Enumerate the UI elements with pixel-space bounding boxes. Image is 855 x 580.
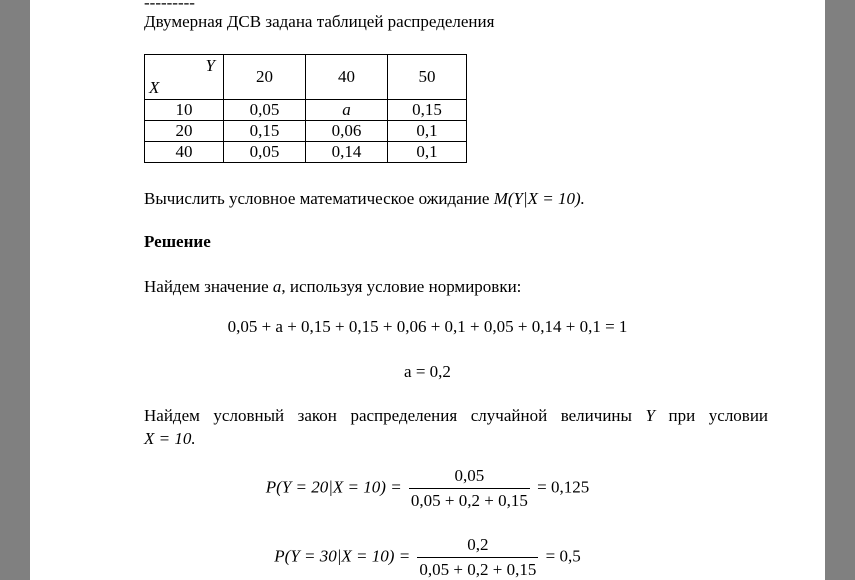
- probability-1: [30, 466, 825, 511]
- prob1-numerator: 0,05: [454, 466, 485, 485]
- table-header-row: [145, 55, 467, 100]
- table-row: [145, 100, 467, 121]
- prob1-lhs: P(Y = 20|X = 10) =: [265, 477, 402, 497]
- table-cell: 0,05: [224, 142, 306, 163]
- step2-line1: [144, 406, 768, 426]
- table-header-cell: 40: [306, 55, 388, 100]
- intro-text: Двумерная ДСВ задана таблицей распределения: [144, 12, 495, 31]
- table-corner-cell: [145, 55, 224, 100]
- table-header-cell: 20: [224, 55, 306, 100]
- step2-pre: Найдем условный закон распределения случайной величины: [144, 406, 632, 425]
- table-cell: 0,05: [224, 100, 306, 121]
- table-row: [145, 142, 467, 163]
- step1-line: [144, 277, 521, 297]
- step1-pre: Найдем значение: [144, 277, 269, 296]
- step1-post: , используя условие нормировки:: [281, 277, 522, 296]
- row-label: 20: [145, 121, 224, 142]
- prob2-rhs: = 0,5: [545, 546, 581, 566]
- task-line: [144, 189, 585, 209]
- table-cell: 0,1: [388, 142, 467, 163]
- x-axis-label: X: [149, 78, 160, 97]
- prob1-fraction: [409, 466, 530, 511]
- step2-post: при условии: [668, 406, 769, 425]
- prob2-fraction: [417, 535, 538, 580]
- a-value-equation: a = 0,2: [404, 362, 451, 381]
- table-cell: 0,15: [388, 100, 467, 121]
- table-cell: 0,06: [306, 121, 388, 142]
- document-page: [30, 0, 825, 580]
- row-label: 40: [145, 142, 224, 163]
- table-row: [145, 121, 467, 142]
- distribution-table: [144, 54, 467, 163]
- step1-var: a: [272, 277, 282, 296]
- task-text: Вычислить условное математическое ожидание: [144, 189, 490, 208]
- table-cell: 0,14: [306, 142, 388, 163]
- row-label: 10: [145, 100, 224, 121]
- solution-heading: Решение: [144, 232, 211, 251]
- separator-dashes: ---------: [144, 0, 195, 12]
- task-formula: M(Y|X = 10).: [493, 189, 585, 208]
- prob1-denominator: 0,05 + 0,2 + 0,15: [409, 488, 530, 511]
- table-cell: a: [306, 100, 388, 121]
- y-axis-label: Y: [205, 56, 215, 75]
- probability-2: [30, 535, 825, 580]
- prob2-lhs: P(Y = 30|X = 10) =: [274, 546, 411, 566]
- prob2-numerator: 0,2: [467, 535, 489, 554]
- step2-line2: X = 10.: [144, 429, 196, 448]
- step2-var: Y: [645, 406, 655, 425]
- prob1-rhs: = 0,125: [537, 477, 590, 497]
- prob2-denominator: 0,05 + 0,2 + 0,15: [417, 557, 538, 580]
- normalization-equation: 0,05 + a + 0,15 + 0,15 + 0,06 + 0,1 + 0,05 + 0,14 + 0,1 = 1: [227, 317, 628, 336]
- table-cell: 0,1: [388, 121, 467, 142]
- table-header-cell: 50: [388, 55, 467, 100]
- table-cell: 0,15: [224, 121, 306, 142]
